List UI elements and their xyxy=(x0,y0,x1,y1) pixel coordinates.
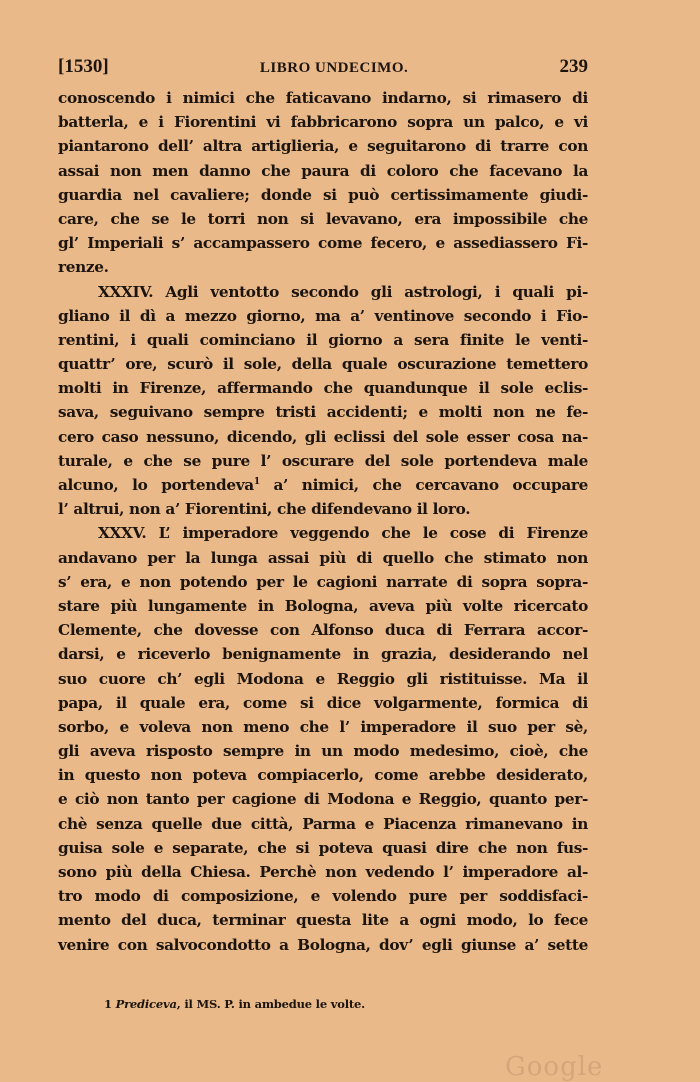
footnote-text: , il MS. P. in ambedue le volte. xyxy=(176,997,365,1011)
text-line: guisa sole e separate, che si poteva quasi dire che non fus- xyxy=(58,838,588,857)
text-line: suo cuore ch’ egli Modona e Reggio gli ristituisse. Ma il xyxy=(58,669,588,688)
text-line: in questo non poteva compiacerlo, come arebbe desiderato, xyxy=(58,766,588,785)
text-line: papa, il quale era, come si dice volgarmente, formica di xyxy=(58,693,588,712)
text-line: sorbo, e voleva non meno che l’ imperadore il suo per sè, xyxy=(58,717,588,736)
book-page xyxy=(58,56,588,957)
page-number: 239 xyxy=(559,56,588,77)
text-line: turale, e che se pure l’ oscurare del sole portendeva male xyxy=(58,451,588,470)
text-line: e ciò non tanto per cagione di Modona e Reggio, quanto per- xyxy=(58,790,588,809)
text-line: mento del duca, terminar questa lite a ogni modo, lo fece xyxy=(58,911,588,930)
text-line: renze. xyxy=(58,258,109,277)
text-line: andavano per la lunga assai più di quello che stimato non xyxy=(58,548,588,567)
text-line: chè senza quelle due città, Parma e Piacenza rimanevano in xyxy=(58,814,588,833)
text-line: conoscendo i nimici che faticavano indarno, si rimasero di xyxy=(58,89,588,107)
footnote-word: Prediceva xyxy=(115,997,177,1011)
text-line: l’ altrui, non a’ Fiorentini, che difendevano il loro. xyxy=(58,500,471,519)
text-line: batterla, e i Fiorentini vi fabbricarono sopra un palco, e vi xyxy=(58,113,588,132)
text-line-with-footnote xyxy=(58,473,588,497)
running-header xyxy=(58,56,588,86)
paragraph-xxxv-start: XXXV. L’ imperadore veggendo che le cose di Firenze xyxy=(98,524,588,543)
text-line: care, che se le torri non si levavano, era impossibile che xyxy=(58,209,588,228)
text-line: quattr’ ore, scurò il sole, della quale oscurazione temettero xyxy=(58,355,588,374)
text-line: s’ era, e non potendo per le cagioni narrate di sopra sopra- xyxy=(58,572,588,591)
text-segment: a’ nimici, che cercavano occupare xyxy=(273,476,588,494)
body-text xyxy=(58,86,588,957)
text-line: gl’ Imperiali s’ accampassero come fecero, e assediassero Fi- xyxy=(58,234,588,253)
text-line: sava, seguivano sempre tristi accidenti; e molti non ne fe- xyxy=(58,403,588,422)
footnote xyxy=(104,997,365,1011)
text-line: stare più lungamente in Bologna, aveva più volte ricercato xyxy=(58,596,588,615)
text-line: gli aveva risposto sempre in un modo medesimo, cioè, che xyxy=(58,742,588,761)
header-year: [1530] xyxy=(58,56,109,77)
text-line: piantarono dell’ altra artiglieria, e seguitarono di trarre con xyxy=(58,137,588,156)
text-line: tro modo di composizione, e volendo pure per soddisfaci- xyxy=(58,887,588,906)
text-line: darsi, e riceverlo benignamente in grazia, desiderando nel xyxy=(58,645,588,664)
paragraph-xxxiv-start: XXXIV. Agli ventotto secondo gli astrologi, i quali pi- xyxy=(98,282,588,301)
text-line: sono più della Chiesa. Perchè non vedendo l’ imperadore al- xyxy=(58,863,588,881)
footnote-ref[interactable]: 1 xyxy=(253,476,260,487)
text-line: guardia nel cavaliere; donde si può certissimamente giudi- xyxy=(58,185,588,204)
text-line: molti in Firenze, affermando che quandunque il sole eclis- xyxy=(58,379,588,398)
text-line: rentini, i quali cominciano il giorno a sera finite le venti- xyxy=(58,330,588,349)
watermark: Google xyxy=(505,1052,604,1082)
text-line: gliano il dì a mezzo giorno, ma a’ ventinove secondo i Fio- xyxy=(58,306,588,325)
footnote-marker: 1 xyxy=(104,997,112,1011)
text-line: Clemente, che dovesse con Alfonso duca di Ferrara accor- xyxy=(58,621,588,640)
text-line: venire con salvocondotto a Bologna, dov’ egli giunse a’ sette xyxy=(58,935,588,954)
text-segment: alcuno, lo portendeva xyxy=(58,476,254,494)
header-title: LIBRO UNDECIMO. xyxy=(259,60,409,76)
text-line: cero caso nessuno, dicendo, gli eclissi del sole esser cosa na- xyxy=(58,427,588,446)
text-line: assai non men danno che paura di coloro che facevano la xyxy=(58,161,588,180)
